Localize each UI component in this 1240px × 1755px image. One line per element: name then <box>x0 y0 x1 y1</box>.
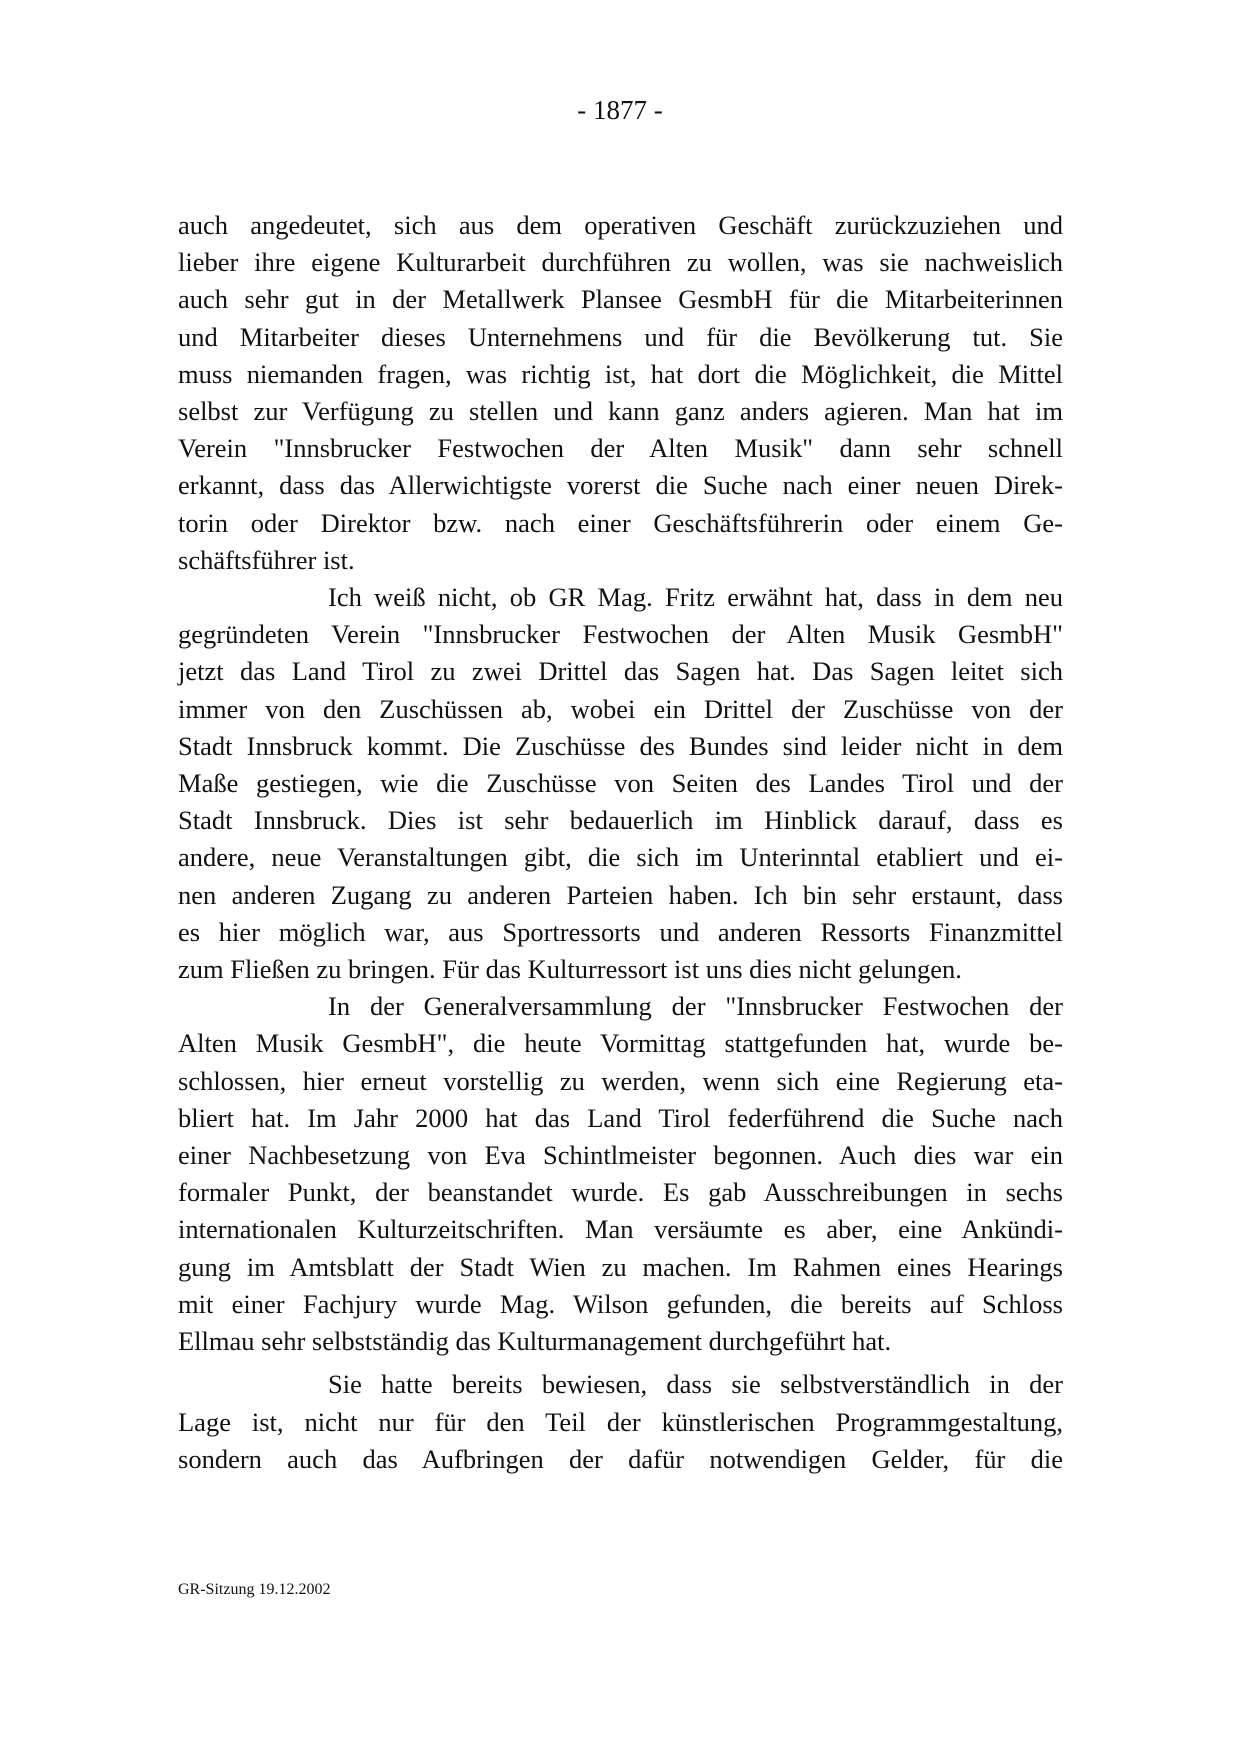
text-line: Lage ist, nicht nur für den Teil der künstlerischen Programmgestaltung, <box>178 1406 1063 1437</box>
text-line: schäftsführer ist. <box>178 544 355 575</box>
text-line: Verein "Innsbrucker Festwochen der Alten Musik" dann sehr schnell <box>178 433 1063 464</box>
page-number: - 1877 - <box>577 95 663 125</box>
text-line: und Mitarbeiter dieses Unternehmens und für die Bevölkerung tut. Sie <box>178 321 1063 352</box>
paragraph-1 <box>178 207 1063 579</box>
text-line: formaler Punkt, der beanstandet wurde. Es gab Ausschreibungen in sechs <box>178 1177 1063 1208</box>
text-line: erkannt, dass das Allerwichtigste vorerst die Suche nach einer neuen Direk- <box>178 470 1063 501</box>
paragraph-2 <box>178 579 1063 988</box>
text-line: Sie hatte bereits bewiesen, dass sie selbstverständlich in der <box>328 1369 1063 1400</box>
text-line: bliert hat. Im Jahr 2000 hat das Land Tirol federführend die Suche nach <box>178 1102 1063 1133</box>
text-line: selbst zur Verfügung zu stellen und kann ganz anders agieren. Man hat im <box>178 396 1063 427</box>
text-line: auch sehr gut in der Metallwerk Plansee GesmbH für die Mitarbeiterinnen <box>178 284 1063 315</box>
text-line: Stadt Innsbruck kommt. Die Zuschüsse des Bundes sind leider nicht in dem <box>178 730 1063 761</box>
text-line: muss niemanden fragen, was richtig ist, hat dort die Möglichkeit, die Mittel <box>178 358 1063 389</box>
text-line: auch angedeutet, sich aus dem operativen Geschäft zurückzuziehen und <box>178 210 1063 240</box>
paragraph-4 <box>178 1366 1063 1478</box>
text-line: sondern auch das Aufbringen der dafür notwendigen Gelder, für die <box>178 1443 1063 1474</box>
text-line: Ich weiß nicht, ob GR Mag. Fritz erwähnt hat, dass in dem neu <box>328 582 1063 613</box>
text-line: gung im Amtsblatt der Stadt Wien zu machen. Im Rahmen eines Hearings <box>178 1251 1063 1282</box>
text-line: torin oder Direktor bzw. nach einer Geschäftsführerin oder einem Ge- <box>178 507 1063 538</box>
text-line: Ellmau sehr selbstständig das Kulturmanagement durchgeführt hat. <box>178 1326 892 1357</box>
text-line: zum Fließen zu bringen. Für das Kulturressort ist uns dies nicht gelungen. <box>178 954 962 985</box>
text-line: internationalen Kulturzeitschriften. Man versäumte es aber, eine Ankündi- <box>178 1214 1063 1245</box>
text-line: Maße gestiegen, wie die Zuschüsse von Seiten des Landes Tirol und der <box>178 768 1063 799</box>
body-text <box>178 207 1063 1478</box>
text-line: Alten Musik GesmbH", die heute Vormittag stattgefunden hat, wurde be- <box>178 1028 1063 1059</box>
paragraph-3 <box>178 988 1063 1360</box>
text-line: gegründeten Verein "Innsbrucker Festwochen der Alten Musik GesmbH" <box>178 619 1063 650</box>
text-line: nen anderen Zugang zu anderen Parteien haben. Ich bin sehr erstaunt, dass <box>178 879 1063 910</box>
text-line: jetzt das Land Tirol zu zwei Drittel das Sagen hat. Das Sagen leitet sich <box>178 656 1063 687</box>
text-line: mit einer Fachjury wurde Mag. Wilson gefunden, die bereits auf Schloss <box>178 1288 1063 1319</box>
text-line: es hier möglich war, aus Sportressorts und anderen Ressorts Finanzmittel <box>178 916 1063 947</box>
text-line: Stadt Innsbruck. Dies ist sehr bedauerlich im Hinblick darauf, dass es <box>178 805 1063 836</box>
footer-session: GR-Sitzung 19.12.2002 <box>178 1581 331 1598</box>
text-line: In der Generalversammlung der "Innsbrucker Festwochen der <box>328 991 1063 1022</box>
text-line: immer von den Zuschüssen ab, wobei ein Drittel der Zuschüsse von der <box>178 693 1063 724</box>
text-line: einer Nachbesetzung von Eva Schintlmeister begonnen. Auch dies war ein <box>178 1140 1063 1171</box>
text-line: andere, neue Veranstaltungen gibt, die sich im Unterinntal etabliert und ei- <box>178 842 1063 873</box>
text-line: lieber ihre eigene Kulturarbeit durchführen zu wollen, was sie nachweislich <box>178 247 1063 278</box>
text-line: schlossen, hier erneut vorstellig zu werden, wenn sich eine Regierung eta- <box>178 1065 1063 1096</box>
